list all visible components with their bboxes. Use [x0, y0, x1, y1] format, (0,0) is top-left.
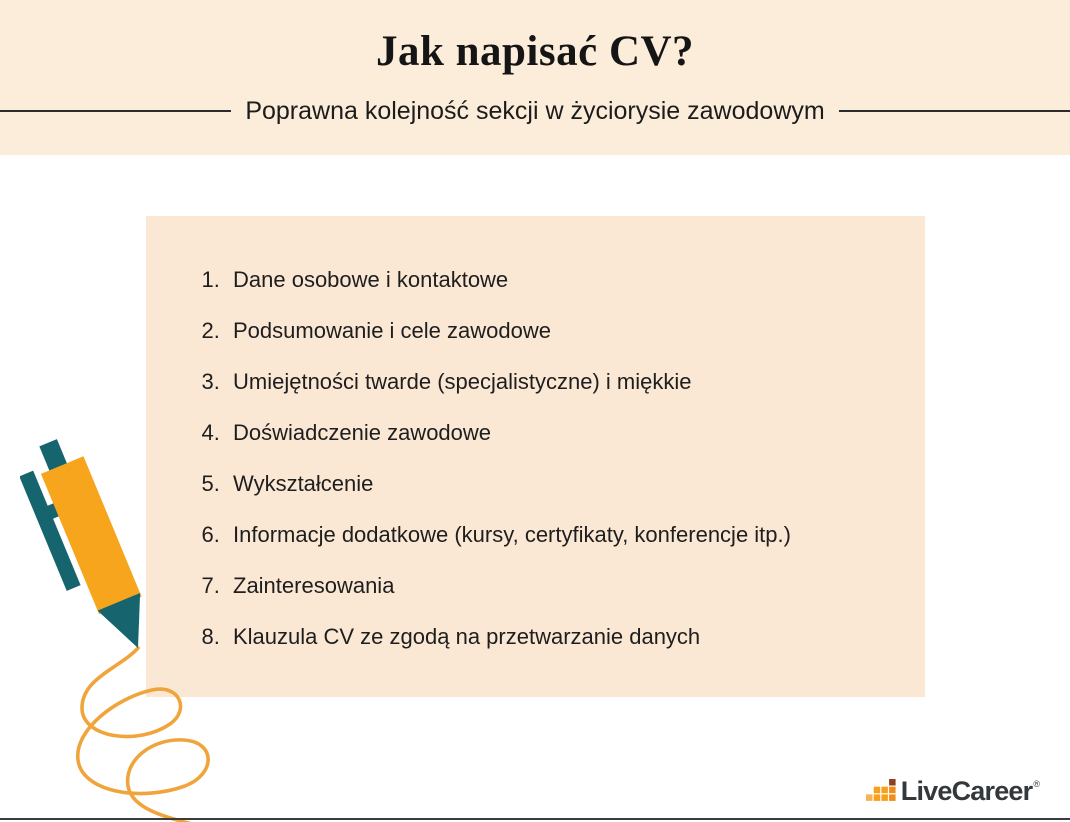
subtitle-rule-right [839, 110, 1070, 112]
list-item: 1. Dane osobowe i kontaktowe [226, 269, 895, 291]
subtitle-rule-left [0, 110, 231, 112]
pen-scribble-illustration [20, 430, 270, 822]
livecareer-logo [866, 778, 1040, 805]
bottom-rule [0, 818, 1070, 820]
page-subtitle: Poprawna kolejność sekcji w życiorysie zawodowym [245, 97, 825, 125]
livecareer-bars-icon [866, 779, 897, 802]
list-item: 8. Klauzula CV ze zgodą na przetwarzanie danych [226, 626, 895, 648]
list-item: 2. Podsumowanie i cele zawodowe [226, 320, 895, 342]
list-item: 7. Zainteresowania [226, 575, 895, 597]
list-item: 6. Informacje dodatkowe (kursy, certyfikaty, konferencje itp.) [226, 524, 895, 546]
header-band [0, 0, 1070, 155]
scribble-line [78, 648, 208, 822]
pen-group [20, 432, 159, 665]
subtitle-row [0, 96, 1070, 126]
list-item: 5. Wykształcenie [226, 473, 895, 495]
list-item: 3. Umiejętności twarde (specjalistyczne) i miękkie [226, 371, 895, 393]
logo-text: LiveCareer [900, 776, 1033, 806]
page-title: Jak napisać CV? [375, 28, 695, 75]
list-item: 4. Doświadczenie zawodowe [226, 422, 895, 444]
registered-trademark-symbol: ® [1033, 779, 1040, 789]
